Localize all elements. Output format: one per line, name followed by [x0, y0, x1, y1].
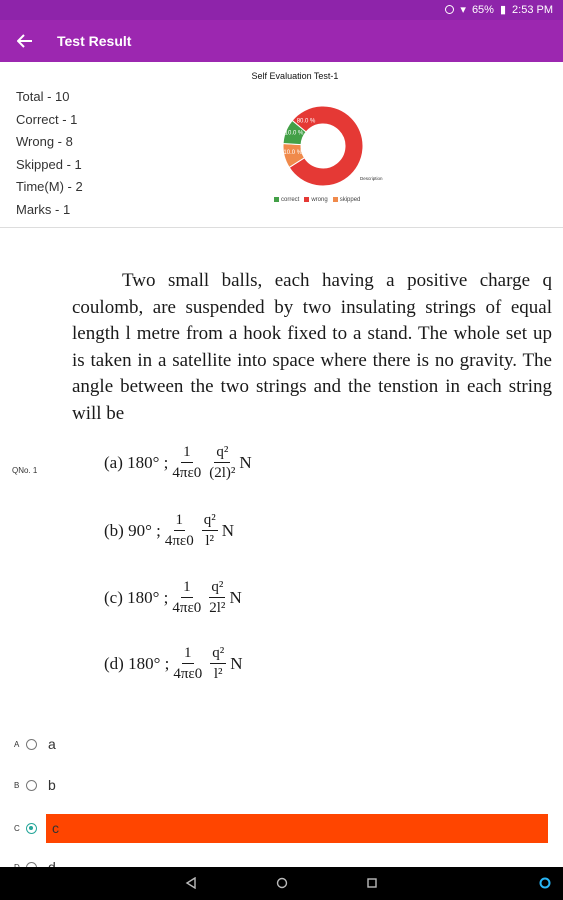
assistant-button[interactable]: [538, 876, 552, 890]
summary-skipped: Skipped - 1: [16, 156, 82, 172]
question-body: Two small balls, each having a positive charge q coulomb, are suspended by two insulating strings of equal length l metre from a hook fixed to a stand. The whole set up is taken in a satellite into space where there is no gravity. The angle between the two strings and the tenstion in each string will be: [72, 270, 552, 424]
app-bar: [0, 20, 563, 62]
fraction: [165, 510, 194, 551]
radio-button[interactable]: [26, 739, 37, 750]
summary-marks: Marks - 1: [16, 201, 71, 217]
fraction-numerator: q²: [209, 577, 225, 598]
radio-button[interactable]: [26, 780, 37, 791]
fraction: [202, 510, 218, 551]
legend-swatch: [304, 197, 309, 202]
option-label: (c) 180° ;: [104, 587, 169, 607]
fraction-numerator: 1: [174, 510, 186, 531]
option-label: (b) 90° ;: [104, 520, 161, 540]
legend-item-correct: [274, 197, 299, 203]
summary-total: Total - 10: [16, 89, 70, 104]
wifi-icon: ▾: [460, 4, 466, 16]
answer-text: a: [48, 736, 56, 752]
navigation-bar: [0, 867, 563, 900]
status-bar: [0, 0, 563, 20]
answer-option-b[interactable]: [14, 772, 56, 798]
legend-item-wrong: [304, 197, 327, 203]
summary-wrong: Wrong - 8: [16, 134, 73, 150]
selected-answer-highlight: [46, 814, 548, 843]
back-button[interactable]: [14, 30, 36, 52]
legend-swatch: [333, 197, 338, 202]
summary-correct: Correct - 1: [16, 111, 78, 127]
fraction: [209, 442, 235, 483]
option-d-row: [104, 643, 243, 684]
status-time: 2:53 PM: [512, 3, 553, 16]
pie-label-wrong: 80.0 %: [296, 118, 316, 125]
fraction-numerator: q²: [214, 442, 230, 463]
answer-text: c: [52, 820, 59, 836]
legend-label: skipped: [339, 197, 361, 204]
legend-label: wrong: [311, 197, 328, 204]
triangle-back-icon: [185, 877, 197, 889]
chart-legend: [274, 197, 360, 203]
question-number: QNo. 1: [12, 466, 38, 475]
assistant-icon: [539, 877, 551, 889]
answer-option-a[interactable]: [14, 731, 56, 757]
option-unit: N: [230, 653, 243, 673]
option-a-row: [104, 442, 252, 483]
option-label: (d) 180° ;: [104, 653, 170, 673]
answer-key: B: [14, 780, 20, 790]
fraction: [173, 643, 202, 684]
fraction-denominator: 4πε0: [172, 600, 202, 616]
answer-option-c[interactable]: [14, 815, 59, 841]
fraction: [172, 577, 201, 618]
fraction-denominator: 4πε0: [164, 533, 194, 549]
summary-time: Time(M) - 2: [16, 179, 83, 195]
option-unit: N: [239, 452, 252, 472]
radio-button-selected[interactable]: [26, 823, 37, 834]
fraction-denominator: 2l²: [209, 600, 226, 616]
sync-icon: [445, 5, 454, 14]
chart-title: Self Evaluation Test-1: [251, 71, 339, 81]
fraction-denominator: 4πε0: [173, 666, 203, 682]
battery-level: 65%: [471, 3, 494, 16]
fraction-denominator: (2l)²: [209, 465, 236, 481]
legend-label: correct: [281, 197, 300, 204]
result-pie-chart: [268, 96, 398, 196]
pie-label-correct: 10.0 %: [284, 130, 304, 137]
legend-swatch: [274, 197, 279, 202]
fraction-denominator: 4πε0: [172, 465, 202, 481]
option-b-row: [104, 510, 234, 551]
nav-recents-button[interactable]: [365, 876, 379, 890]
fraction: [209, 577, 225, 618]
fraction-numerator: 1: [182, 643, 194, 664]
page-title: Test Result: [57, 33, 132, 49]
option-label: (a) 180° ;: [104, 452, 169, 472]
fraction-denominator: l²: [205, 533, 215, 549]
nav-home-button[interactable]: [275, 876, 289, 890]
pie-label-skipped: 10.0 %: [283, 149, 303, 156]
option-c-row: [104, 577, 242, 618]
fraction-denominator: l²: [213, 666, 223, 682]
fraction-numerator: q²: [210, 643, 226, 664]
answer-key: C: [14, 823, 20, 833]
slice-annotation: Description: [360, 176, 383, 181]
question-text: [72, 268, 552, 427]
battery-icon: ▮: [499, 4, 507, 16]
fraction-numerator: 1: [181, 442, 193, 463]
fraction: [172, 442, 201, 483]
circle-home-icon: [276, 877, 288, 889]
answer-text: b: [48, 777, 56, 793]
option-unit: N: [221, 520, 234, 540]
fraction-numerator: 1: [181, 577, 193, 598]
legend-item-skipped: [333, 197, 361, 203]
answer-key: A: [14, 739, 20, 749]
fraction: [210, 643, 226, 684]
nav-back-button[interactable]: [184, 876, 198, 890]
option-unit: N: [229, 587, 242, 607]
result-summary: [16, 86, 83, 222]
divider: [0, 227, 563, 228]
square-recents-icon: [366, 877, 378, 889]
fraction-numerator: q²: [202, 510, 218, 531]
arrow-left-icon: [17, 34, 33, 48]
